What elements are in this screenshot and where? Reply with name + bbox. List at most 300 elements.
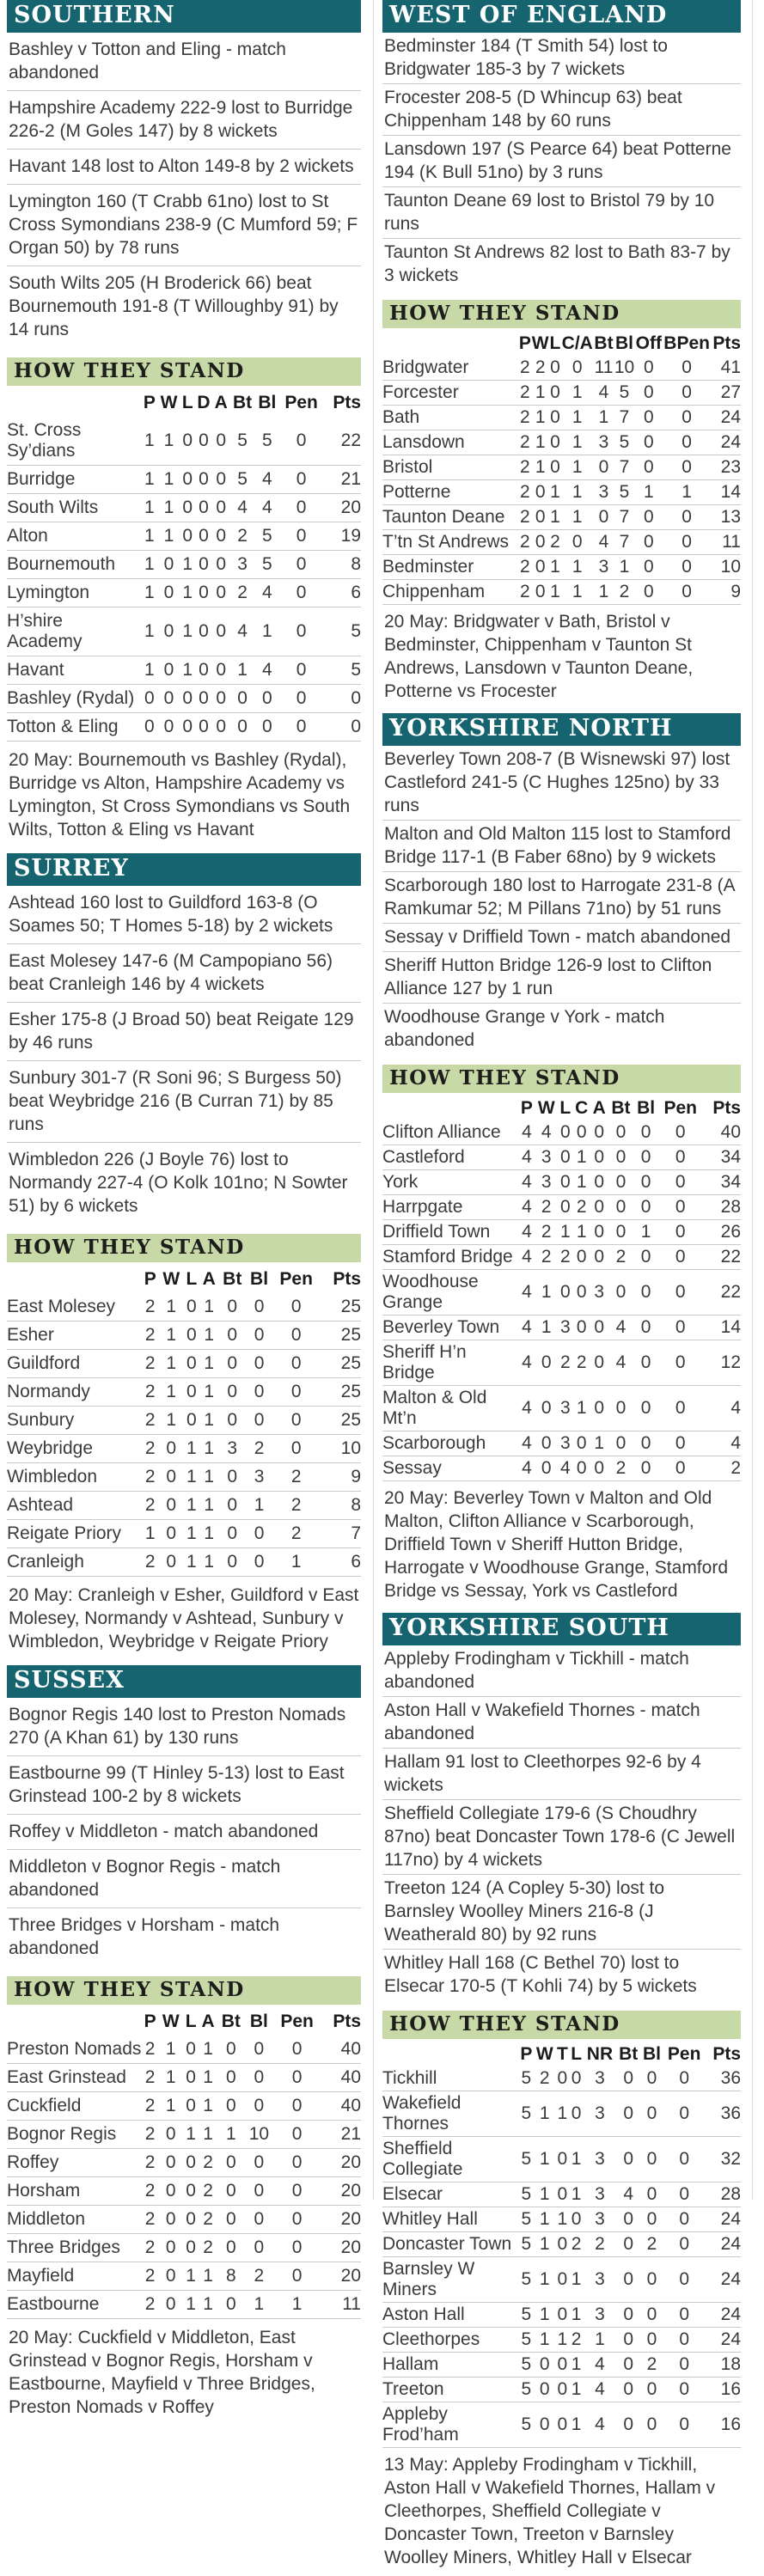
stat-value: 0 <box>681 456 692 477</box>
stat-value: 0 <box>216 687 227 708</box>
stat-value: 4 <box>522 1246 532 1267</box>
points-value: 6 <box>351 1551 361 1572</box>
stat-value: 0 <box>290 1409 302 1430</box>
team-name: Bognor Regis <box>7 2123 117 2144</box>
col-header-pen: Pen <box>667 2043 701 2064</box>
team-name: Appleby Frod’ham <box>382 2403 459 2445</box>
stat-value: 5 <box>521 2378 532 2399</box>
team-name: Sessay <box>382 1457 442 1478</box>
team-name: Sunbury <box>7 1409 75 1430</box>
stat-value: 0 <box>216 659 227 680</box>
team-name: Bournemouth <box>7 553 116 574</box>
stat-value: 0 <box>227 1409 238 1430</box>
stat-value: 2 <box>520 406 530 427</box>
team-name: Bath <box>382 406 420 427</box>
stat-value: 1 <box>225 2123 236 2144</box>
team-name: T’tn St Andrews <box>382 531 510 552</box>
result-item: Bedminster 184 (T Smith 54) lost to Bridgwater 185-3 by 7 wickets <box>382 33 741 84</box>
section-title: SOUTHERN <box>14 2 175 28</box>
points-value: 12 <box>720 1352 741 1372</box>
stat-value: 7 <box>619 456 630 477</box>
stat-value: 0 <box>186 1352 197 1373</box>
stat-value: 0 <box>227 1466 238 1486</box>
table-row <box>382 1385 741 1431</box>
table-header-row <box>382 332 741 356</box>
stat-value: 0 <box>227 1296 238 1316</box>
stat-value: 0 <box>615 1432 626 1453</box>
standings-header <box>7 389 361 417</box>
fixtures-text: 20 May: Cuckfield v Middleton, East Grinstead v Bognor Regis, Horsham v Eastbourne, Mayfield v Three Bridges, Preston Nomads v Roffey <box>9 2327 315 2417</box>
standings-body <box>382 2066 741 2448</box>
result-item: Beverley Town 208-7 (B Wisnewski 97) lost Castleford 241-5 (C Hughes 125no) by 33 runs <box>382 746 741 821</box>
fixtures-text: 13 May: Appleby Frodingham v Tickhill, Aston Hall v Wakefield Thornes, Hallam v Cleethorpes, Sheffield Collegiate v Doncaster Town, Treeton v Barnsley Woolley Miners, Whitley Hall v Elsecar <box>384 2454 716 2567</box>
stat-value: 2 <box>144 2152 156 2172</box>
section-title: SUSSEX <box>14 1666 125 1694</box>
stat-value: 1 <box>186 1523 197 1543</box>
stat-value: 0 <box>290 1324 302 1345</box>
stat-value: 0 <box>559 1171 571 1192</box>
stat-value: 1 <box>163 497 174 517</box>
stat-value: 1 <box>204 1523 215 1543</box>
stat-value: 2 <box>144 2038 156 2059</box>
stat-value: 2 <box>571 2233 582 2254</box>
col-header-l: L <box>185 2011 197 2031</box>
table-header-row <box>7 1266 361 1293</box>
fixtures-text: 20 May: Beverley Town v Malton and Old Malton, Clifton Alliance v Scarborough, Driffield Town v Sheriff Hutton Bridge, Harrogate v Woodhouse Grange, Stamford Bridge vs Sessay, York vs Castleford <box>384 1487 728 1601</box>
table-row <box>382 1269 741 1315</box>
how-they-stand-title: HOW THEY STAND <box>389 2011 620 2036</box>
stat-value: 1 <box>291 2293 303 2314</box>
points-value: 22 <box>720 1281 741 1302</box>
col-header-w: W <box>531 333 549 353</box>
stat-value: 0 <box>675 1146 686 1167</box>
stat-value: 1 <box>163 525 174 546</box>
stat-value: 4 <box>522 1121 532 1142</box>
col-header-pts: Pts <box>333 2011 361 2031</box>
stat-value: 0 <box>640 1281 651 1302</box>
stat-value: 0 <box>539 2378 550 2399</box>
stat-value: 1 <box>163 430 174 450</box>
team-name: Wimbledon <box>7 1466 98 1486</box>
stat-value: 2 <box>535 357 546 377</box>
stat-value: 4 <box>541 1121 552 1142</box>
stat-value: 0 <box>557 2183 568 2204</box>
table-row <box>382 1120 741 1145</box>
stat-value: 3 <box>594 1281 605 1302</box>
team-name: Eastbourne <box>7 2293 100 2314</box>
col-header-bt: Bt <box>619 2043 639 2064</box>
points-value: 24 <box>720 2208 741 2229</box>
points-value: 23 <box>720 456 741 477</box>
points-value: 8 <box>351 1494 361 1515</box>
stat-value: 5 <box>521 2148 532 2169</box>
stat-value: 0 <box>615 1281 626 1302</box>
stat-value: 0 <box>296 659 307 680</box>
stat-value: 0 <box>182 716 193 736</box>
team-column-header <box>382 2042 518 2066</box>
stat-value: 1 <box>144 497 155 517</box>
table-row <box>382 2182 741 2207</box>
stat-value: 0 <box>296 525 307 546</box>
table-row <box>7 2148 361 2176</box>
result-item: Esher 175-8 (J Broad 50) beat Reigate 129 by 46 runs <box>7 1003 361 1061</box>
stat-value: 1 <box>550 581 560 601</box>
stat-value: 1 <box>550 556 560 577</box>
table-row <box>382 554 741 579</box>
points-value: 21 <box>340 2123 361 2144</box>
table-row <box>7 607 361 656</box>
stat-value: 0 <box>166 1551 177 1572</box>
stat-value: 1 <box>539 2304 550 2324</box>
col-header-bl: Bl <box>637 1097 656 1118</box>
stat-value: 0 <box>623 2414 634 2434</box>
stat-value: 0 <box>571 2103 582 2123</box>
stat-value: 0 <box>675 1221 686 1242</box>
stat-value: 0 <box>296 497 307 517</box>
stat-value: 0 <box>679 2183 690 2204</box>
stat-value: 2 <box>144 2208 156 2229</box>
stat-value: 1 <box>539 2329 550 2349</box>
stat-value: 1 <box>144 525 155 546</box>
stat-value: 1 <box>144 468 155 489</box>
stat-value: 0 <box>182 687 193 708</box>
stat-value: 4 <box>615 1316 626 1337</box>
points-value: 14 <box>720 1316 741 1337</box>
standings-table <box>7 2008 361 2319</box>
team-name: Totton & Eling <box>7 716 119 736</box>
stat-value: 0 <box>679 2067 690 2088</box>
stat-value: 3 <box>595 2067 605 2088</box>
stat-value: 5 <box>521 2353 532 2374</box>
stat-value: 5 <box>521 2233 532 2254</box>
stat-value: 2 <box>203 2152 213 2172</box>
stat-value: 1 <box>598 406 609 427</box>
section-west-of-england <box>382 0 741 710</box>
team-name: Burridge <box>7 468 76 489</box>
table-row <box>7 1434 361 1462</box>
table-row <box>7 2036 361 2064</box>
table-row <box>7 2091 361 2120</box>
stat-value: 5 <box>237 468 248 489</box>
stat-value: 7 <box>619 531 630 552</box>
stat-value: 0 <box>681 581 692 601</box>
stat-value: 0 <box>557 2304 568 2324</box>
stat-value: 10 <box>248 2123 270 2144</box>
stat-value: 0 <box>182 525 193 546</box>
stat-value: 1 <box>539 2268 550 2289</box>
result-item: Hallam 91 lost to Cleethorpes 92-6 by 4 wickets <box>382 1749 741 1800</box>
table-header-row <box>382 1096 741 1120</box>
stat-value: 1 <box>182 553 193 574</box>
stat-value: 2 <box>595 2233 605 2254</box>
stat-value: 0 <box>216 497 227 517</box>
team-name: Clifton Alliance <box>382 1121 501 1142</box>
standings-table <box>382 332 741 605</box>
table-row <box>382 356 741 381</box>
col-header-l: L <box>549 333 561 353</box>
team-name: Weybridge <box>7 1438 93 1458</box>
points-value: 25 <box>340 1381 361 1401</box>
table-row <box>7 2262 361 2290</box>
stat-value: 3 <box>237 553 248 574</box>
result-item: Treeton 124 (A Copley 5-30) lost to Barnsley Woolley Miners 216-8 (J Weatherald 80) by 92 runs <box>382 1875 741 1950</box>
stat-value: 0 <box>594 1196 605 1217</box>
stat-value: 0 <box>291 2265 303 2286</box>
stat-value: 0 <box>594 1121 605 1142</box>
stat-value: 0 <box>550 382 560 402</box>
stat-value: 0 <box>225 2066 236 2087</box>
stat-value: 2 <box>550 531 560 552</box>
stat-value: 0 <box>679 2329 690 2349</box>
stat-value: 5 <box>237 430 248 450</box>
col-header-off: Off <box>635 333 662 353</box>
stat-value: 0 <box>186 2208 196 2229</box>
stat-value: 2 <box>144 2237 156 2257</box>
stat-value: 3 <box>559 1432 571 1453</box>
result-item: Roffey v Middleton - match abandoned <box>7 1815 361 1850</box>
stat-value: 0 <box>615 1196 626 1217</box>
stat-value: 0 <box>163 620 174 641</box>
stat-value: 0 <box>291 2095 303 2115</box>
stat-value: 0 <box>216 468 227 489</box>
points-value: 25 <box>340 1352 361 1373</box>
result-item: Lymington 160 (T Crabb 61no) lost to St Cross Symondians 238-9 (C Mumford 59; F Organ 50) by 78 runs <box>7 185 361 266</box>
stat-value: 1 <box>550 481 560 502</box>
stat-value: 0 <box>623 2304 634 2324</box>
stat-value: 0 <box>571 357 583 377</box>
stat-value: 0 <box>296 430 307 450</box>
stat-value: 0 <box>225 2208 236 2229</box>
stat-value: 0 <box>643 382 654 402</box>
team-name: Chippenham <box>382 581 486 601</box>
how-they-stand-bar <box>382 300 741 328</box>
points-value: 10 <box>720 556 741 577</box>
stat-value: 1 <box>166 1409 177 1430</box>
stat-value: 0 <box>165 2293 176 2314</box>
stat-value: 0 <box>594 1316 605 1337</box>
stat-value: 0 <box>166 1438 177 1458</box>
stat-value: 4 <box>595 2353 605 2374</box>
col-header-w: W <box>162 1268 180 1289</box>
points-value: 34 <box>720 1146 741 1167</box>
table-row <box>382 2402 741 2447</box>
table-row <box>7 1462 361 1491</box>
result-item: Taunton Deane 69 lost to Bristol 79 by 10 runs <box>382 187 741 239</box>
stat-value: 0 <box>679 2353 690 2374</box>
stat-value: 4 <box>237 620 248 641</box>
stat-value: 0 <box>646 2378 657 2399</box>
results-list <box>7 1698 361 1966</box>
points-value: 4 <box>730 1432 741 1453</box>
stat-value: 0 <box>615 1171 626 1192</box>
points-value: 16 <box>720 2414 741 2434</box>
table-row <box>382 2352 741 2377</box>
stat-value: 0 <box>535 581 546 601</box>
stat-value: 0 <box>550 357 560 377</box>
stat-value: 0 <box>262 687 272 708</box>
stat-value: 4 <box>237 497 248 517</box>
table-row <box>7 1293 361 1322</box>
result-item: East Molesey 147-6 (M Campopiano 56) beat Cranleigh 146 by 4 wickets <box>7 944 361 1003</box>
stat-value: 0 <box>550 406 560 427</box>
points-value: 8 <box>351 553 361 574</box>
points-value: 25 <box>340 1324 361 1345</box>
points-value: 20 <box>340 2237 361 2257</box>
team-name: Taunton Deane <box>382 506 505 527</box>
stat-value: 2 <box>615 1246 626 1267</box>
stat-value: 0 <box>291 2180 303 2201</box>
stat-value: 0 <box>679 2233 690 2254</box>
stat-value: 2 <box>144 1324 156 1345</box>
stat-value: 1 <box>186 2265 196 2286</box>
result-item: Three Bridges v Horsham - match abandoned <box>9 1914 280 1958</box>
stat-value: 2 <box>520 382 530 402</box>
stat-value: 0 <box>535 506 546 527</box>
stat-value: 0 <box>166 1523 177 1543</box>
stat-value: 3 <box>598 481 609 502</box>
table-row <box>7 2205 361 2233</box>
team-name: Hallam <box>382 2353 439 2374</box>
stat-value: 0 <box>675 1432 686 1453</box>
team-name: Cuckfield <box>7 2095 82 2115</box>
stat-value: 0 <box>237 687 248 708</box>
stat-value: 0 <box>290 1438 302 1458</box>
stat-value: 0 <box>598 456 609 477</box>
team-name: Alton <box>7 525 48 546</box>
table-row <box>7 522 361 550</box>
stat-value: 1 <box>539 2183 550 2204</box>
table-row <box>7 550 361 578</box>
stat-value: 1 <box>204 1381 215 1401</box>
stat-value: 0 <box>681 431 692 452</box>
stat-value: 1 <box>541 1316 552 1337</box>
stat-value: 1 <box>165 2038 176 2059</box>
col-header-pts: Pts <box>712 1097 741 1118</box>
team-name: Malton & Old Mt’n <box>382 1387 487 1428</box>
stat-value: 0 <box>576 1457 587 1478</box>
stat-value: 1 <box>186 1551 197 1572</box>
points-value: 20 <box>340 2180 361 2201</box>
stat-value: 1 <box>204 1409 215 1430</box>
stat-value: 0 <box>594 1146 605 1167</box>
stat-value: 1 <box>144 1523 156 1543</box>
stat-value: 1 <box>262 620 272 641</box>
points-value: 2 <box>730 1457 741 1478</box>
stat-value: 0 <box>254 1352 265 1373</box>
col-header-a: A <box>214 392 228 412</box>
stat-value: 0 <box>681 531 692 552</box>
stat-value: 1 <box>203 2265 213 2286</box>
stat-value: 0 <box>640 1457 651 1478</box>
team-column-header <box>7 2008 142 2036</box>
points-value: 40 <box>340 2066 361 2087</box>
stat-value: 1 <box>571 456 583 477</box>
stat-value: 0 <box>681 556 692 577</box>
stat-value: 4 <box>522 1432 532 1453</box>
stat-value: 2 <box>646 2233 657 2254</box>
stat-value: 1 <box>144 620 155 641</box>
stat-value: 1 <box>571 431 583 452</box>
stat-value: 4 <box>522 1171 532 1192</box>
stat-value: 1 <box>571 406 583 427</box>
stat-value: 1 <box>204 1438 215 1458</box>
stat-value: 0 <box>290 1381 302 1401</box>
stat-value: 1 <box>535 431 546 452</box>
points-value: 9 <box>351 1466 361 1486</box>
table-row <box>382 2066 741 2091</box>
stat-value: 0 <box>681 357 692 377</box>
table-row <box>7 578 361 607</box>
stat-value: 0 <box>679 2103 690 2123</box>
team-name: Havant <box>7 659 64 680</box>
result-item: Middleton v Bognor Regis - match abandoned <box>7 1850 361 1908</box>
points-value: 14 <box>720 481 741 502</box>
stat-value: 0 <box>216 553 227 574</box>
stat-value: 0 <box>576 1121 587 1142</box>
stat-value: 1 <box>594 1432 605 1453</box>
stat-value: 3 <box>595 2208 605 2229</box>
stat-value: 1 <box>166 1296 177 1316</box>
stat-value: 2 <box>144 2265 156 2286</box>
stat-value: 0 <box>186 2180 196 2201</box>
stat-value: 0 <box>557 2233 568 2254</box>
stat-value: 0 <box>640 1432 651 1453</box>
stat-value: 0 <box>291 2208 303 2229</box>
stat-value: 0 <box>254 2095 265 2115</box>
stat-value: 0 <box>541 1397 552 1418</box>
stat-value: 2 <box>144 1551 156 1572</box>
stat-value: 0 <box>640 1171 651 1192</box>
stat-value: 0 <box>643 531 654 552</box>
points-value: 13 <box>720 506 741 527</box>
table-row <box>7 493 361 522</box>
how-they-stand-bar <box>7 357 361 386</box>
standings-table <box>7 1266 361 1577</box>
col-header-p: P <box>143 392 156 412</box>
table-row <box>7 684 361 712</box>
stat-value: 0 <box>675 1121 686 1142</box>
stat-value: 0 <box>646 2183 657 2204</box>
points-value: 40 <box>340 2038 361 2059</box>
stat-value: 0 <box>186 2237 196 2257</box>
stat-value: 0 <box>559 1146 571 1167</box>
stat-value: 1 <box>535 406 546 427</box>
points-value: 26 <box>720 1221 741 1242</box>
stat-value: 0 <box>557 2148 568 2169</box>
col-header-bl: Bl <box>615 333 634 353</box>
stat-value: 0 <box>623 2329 634 2349</box>
col-header-bt: Bt <box>233 392 253 412</box>
table-row <box>382 1431 741 1456</box>
stat-value: 5 <box>521 2268 532 2289</box>
stat-value: 0 <box>199 468 209 489</box>
stat-value: 0 <box>615 1221 626 1242</box>
team-name: Doncaster Town <box>382 2233 512 2254</box>
points-value: 24 <box>720 2304 741 2324</box>
standings-body <box>7 2036 361 2319</box>
stat-value: 0 <box>576 1316 587 1337</box>
stat-value: 0 <box>559 1121 571 1142</box>
table-row <box>382 1219 741 1244</box>
col-header-pts: Pts <box>333 1268 361 1289</box>
team-name: Treeton <box>382 2378 444 2399</box>
team-name: Wakefield Thornes <box>382 2092 461 2133</box>
standings-header <box>382 1096 741 1120</box>
results-list <box>7 886 361 1224</box>
stat-value: 10 <box>614 357 635 377</box>
stat-value: 5 <box>521 2304 532 2324</box>
stat-value: 0 <box>675 1281 686 1302</box>
